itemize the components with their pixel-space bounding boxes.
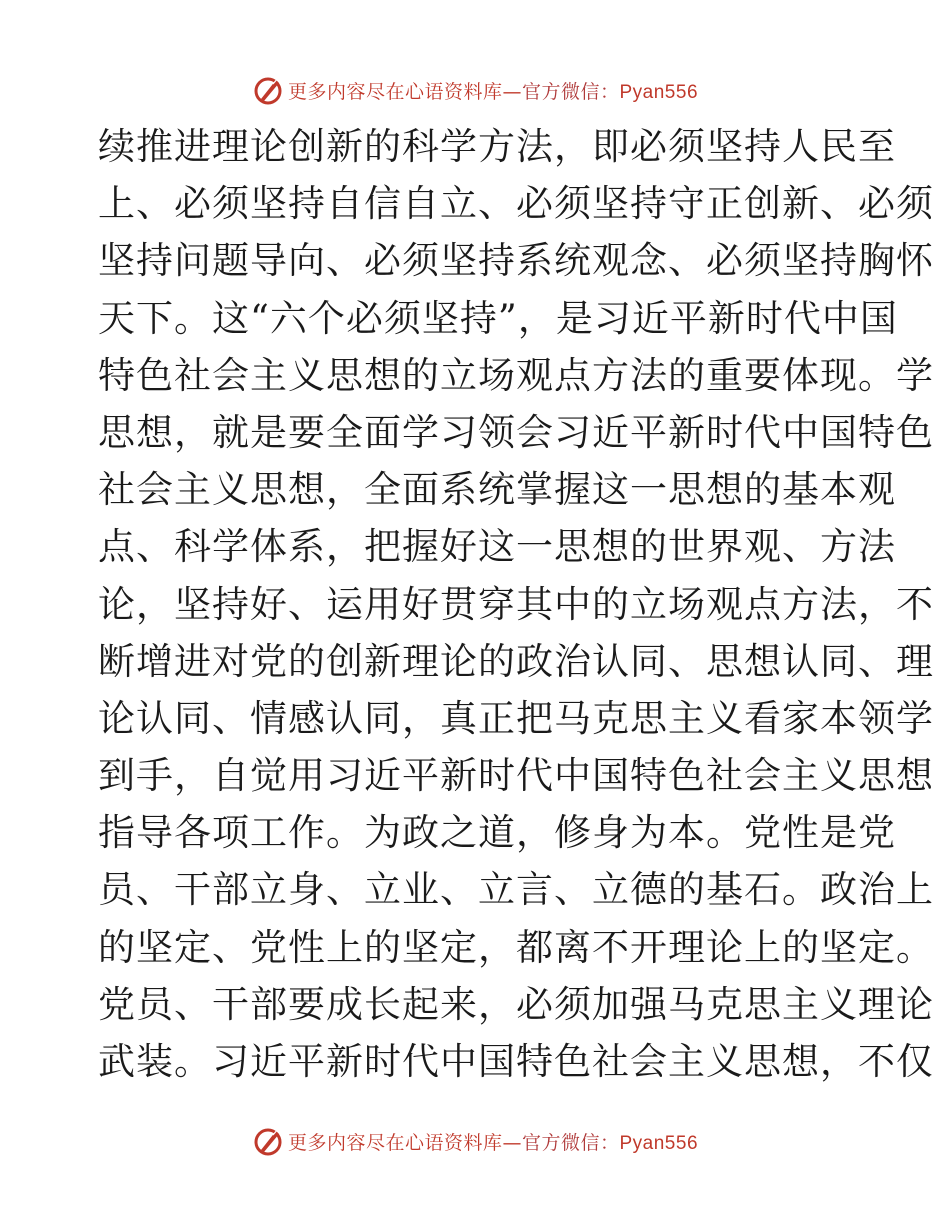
body-line-5: 特色社会主义思想的立场观点方法的重要体现。学: [98, 353, 934, 397]
header-wechat-label: 官方微信：: [521, 80, 620, 103]
body-line-16: 党员、干部要成长起来，必须加强马克思主义理论: [98, 982, 934, 1026]
feather-pen-logo-icon: [252, 1125, 284, 1157]
header-banner: [0, 70, 950, 110]
footer-banner-text: [288, 1128, 698, 1155]
body-line-11: 论认同、情感认同，真正把马克思主义看家本领学: [98, 696, 934, 740]
body-line-1: 续推进理论创新的科学方法，即必须坚持人民至: [98, 125, 896, 168]
footer-wechat-label: 官方微信：: [521, 1131, 620, 1154]
body-line-6: 思想，就是要全面学习领会习近平新时代中国特色: [98, 410, 934, 454]
document-body: [98, 118, 934, 1090]
body-line-12: 到手，自觉用习近平新时代中国特色社会主义思想: [98, 754, 934, 798]
header-separator: —: [502, 80, 522, 103]
body-line-14: 员、干部立身、立业、立言、立德的基石。政治上: [98, 868, 934, 912]
body-line-4: 天下。这“六个必须坚持”，是习近平新时代中国: [98, 296, 898, 340]
footer-wechat-id: Pyan556: [619, 1132, 699, 1154]
footer-banner: [0, 1121, 950, 1161]
body-line-3: 坚持问题导向、必须坚持系统观念、必须坚持胸怀: [98, 239, 934, 283]
body-line-13: 指导各项工作。为政之道，修身为本。党性是党: [98, 811, 896, 855]
body-line-15: 的坚定、党性上的坚定，都离不开理论上的坚定。: [98, 925, 934, 969]
header-wechat-id: Pyan556: [619, 81, 699, 103]
body-line-2: 上、必须坚持自信自立、必须坚持守正创新、必须: [98, 182, 934, 226]
body-line-8: 点、科学体系，把握好这一思想的世界观、方法: [98, 525, 896, 569]
feather-pen-logo-icon: [252, 74, 284, 106]
body-line-7: 社会主义思想，全面系统掌握这一思想的基本观: [98, 468, 896, 512]
header-site-text: 更多内容尽在心语资料库: [287, 80, 503, 103]
header-banner-text: [288, 77, 698, 104]
footer-site-text: 更多内容尽在心语资料库: [287, 1131, 503, 1154]
footer-separator: —: [502, 1131, 522, 1154]
body-line-9: 论，坚持好、运用好贯穿其中的立场观点方法，不: [98, 582, 934, 626]
body-line-17: 武装。习近平新时代中国特色社会主义思想，不仅: [98, 1040, 934, 1083]
body-line-10: 断增进对党的创新理论的政治认同、思想认同、理: [98, 639, 934, 683]
